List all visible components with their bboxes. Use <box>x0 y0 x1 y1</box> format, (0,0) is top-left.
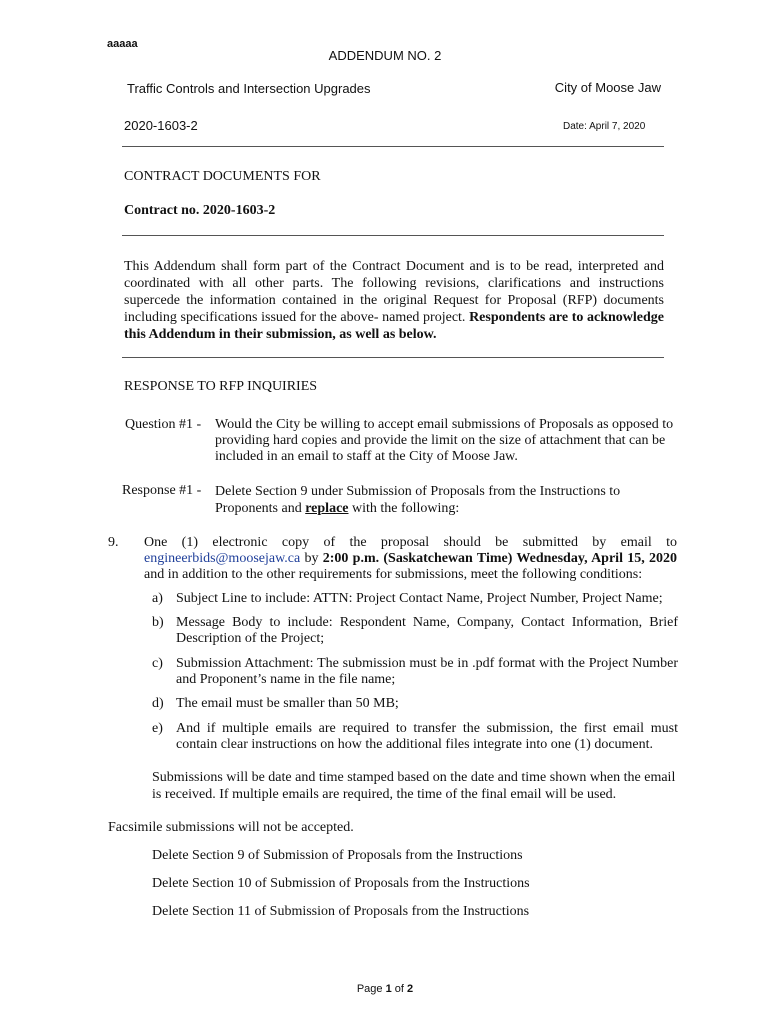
response-text-part: Delete Section 9 under Submission of Proposals from the Instructions to Proponents and <box>215 484 621 516</box>
response-text <box>215 483 635 517</box>
section9-text: One (1) electronic copy of the proposal should be submitted by email to <box>144 535 677 550</box>
list-item-text: Submission Attachment: The submission must be in .pdf format with the Project Number and Proponent’s name in the file name; <box>176 656 678 687</box>
intro-acknowledge: Respondents are to acknowledge this Addendum in their submission, as well as below. <box>124 310 665 342</box>
list-item <box>152 591 678 607</box>
list-item-text: Subject Line to include: ATTN: Project Contact Name, Project Number, Project Name; <box>176 591 663 606</box>
list-item-text: The email must be smaller than 50 MB; <box>176 696 399 711</box>
addendum-date: Date: April 7, 2020 <box>563 121 646 132</box>
replace-keyword: replace <box>305 501 349 516</box>
project-title: Traffic Controls and Intersection Upgrades <box>127 81 371 96</box>
addendum-title: ADDENDUM NO. 2 <box>328 48 442 63</box>
deletion-item: Delete Section 9 of Submission of Proposals from the Instructions <box>152 848 523 863</box>
list-marker: c) <box>152 656 163 671</box>
contract-number: Contract no. 2020-1603-2 <box>124 203 276 218</box>
section9-paragraph <box>144 535 677 583</box>
list-item-text: Message Body to include: Respondent Name, Company, Contact Information, Brief Description of the Project; <box>176 615 678 646</box>
divider <box>122 357 664 358</box>
list-marker: d) <box>152 696 164 711</box>
deletion-item: Delete Section 11 of Submission of Proposals from the Instructions <box>152 904 530 919</box>
list-marker: e) <box>152 721 163 736</box>
city-name: City of Moose Jaw <box>554 80 661 95</box>
response-label: Response #1 - <box>122 483 202 498</box>
email-link[interactable]: engineerbids@moosejaw.ca <box>144 551 301 566</box>
page-current: 1 <box>385 983 392 995</box>
divider <box>122 146 664 147</box>
page-of: of <box>391 983 408 995</box>
corner-text: aaaaa <box>107 38 138 50</box>
deletion-item: Delete Section 10 of Submission of Proposals from the Instructions <box>152 876 530 891</box>
section9-text: by <box>300 551 323 566</box>
list-item-text: And if multiple emails are required to transfer the submission, the first email must contain clear instructions on how the additional files integrate into one (1) document. <box>176 721 678 752</box>
rfp-heading: RESPONSE TO RFP INQUIRIES <box>124 379 318 394</box>
section9-text: and in addition to the other requirements for submissions, meet the following conditions: <box>144 567 643 582</box>
intro-text: This Addendum shall form part of the Contract Document and is to be read, interpreted and coordinated with all other parts. The following revisions, clarifications and instructions supercede the information contained in the original Request for Proposal (RFP) documents including specifications issued for the above- named project. <box>124 259 664 325</box>
list-item <box>152 656 678 688</box>
list-item <box>152 721 678 753</box>
question-label: Question #1 - <box>125 417 202 432</box>
list-marker: b) <box>152 615 164 630</box>
list-item <box>152 615 678 647</box>
list-marker: a) <box>152 591 163 606</box>
project-number: 2020-1603-2 <box>124 118 198 133</box>
divider <box>122 235 664 236</box>
deadline-text: 2:00 p.m. (Saskatchewan Time) Wednesday, April 15, 2020 <box>322 551 677 566</box>
contract-heading: CONTRACT DOCUMENTS FOR <box>124 169 321 184</box>
question-text: Would the City be willing to accept email submissions of Proposals as opposed to providing hard copies and provide the limit on the size of attachment that can be included in an email to staff at the City of Moose Jaw. <box>215 417 674 464</box>
submission-note: Submissions will be date and time stamped based on the date and time shown when the email is received. If multiple emails are required, the time of the final email will be used. <box>152 770 676 802</box>
page-number <box>0 983 770 995</box>
facsimile-note: Facsimile submissions will not be accepted. <box>108 820 354 835</box>
list-item <box>152 696 678 712</box>
page-total: 2 <box>407 983 414 995</box>
section-number: 9. <box>108 535 119 550</box>
response-text-part: with the following: <box>348 501 460 516</box>
intro-paragraph <box>124 258 664 343</box>
page-prefix: Page <box>356 983 386 995</box>
